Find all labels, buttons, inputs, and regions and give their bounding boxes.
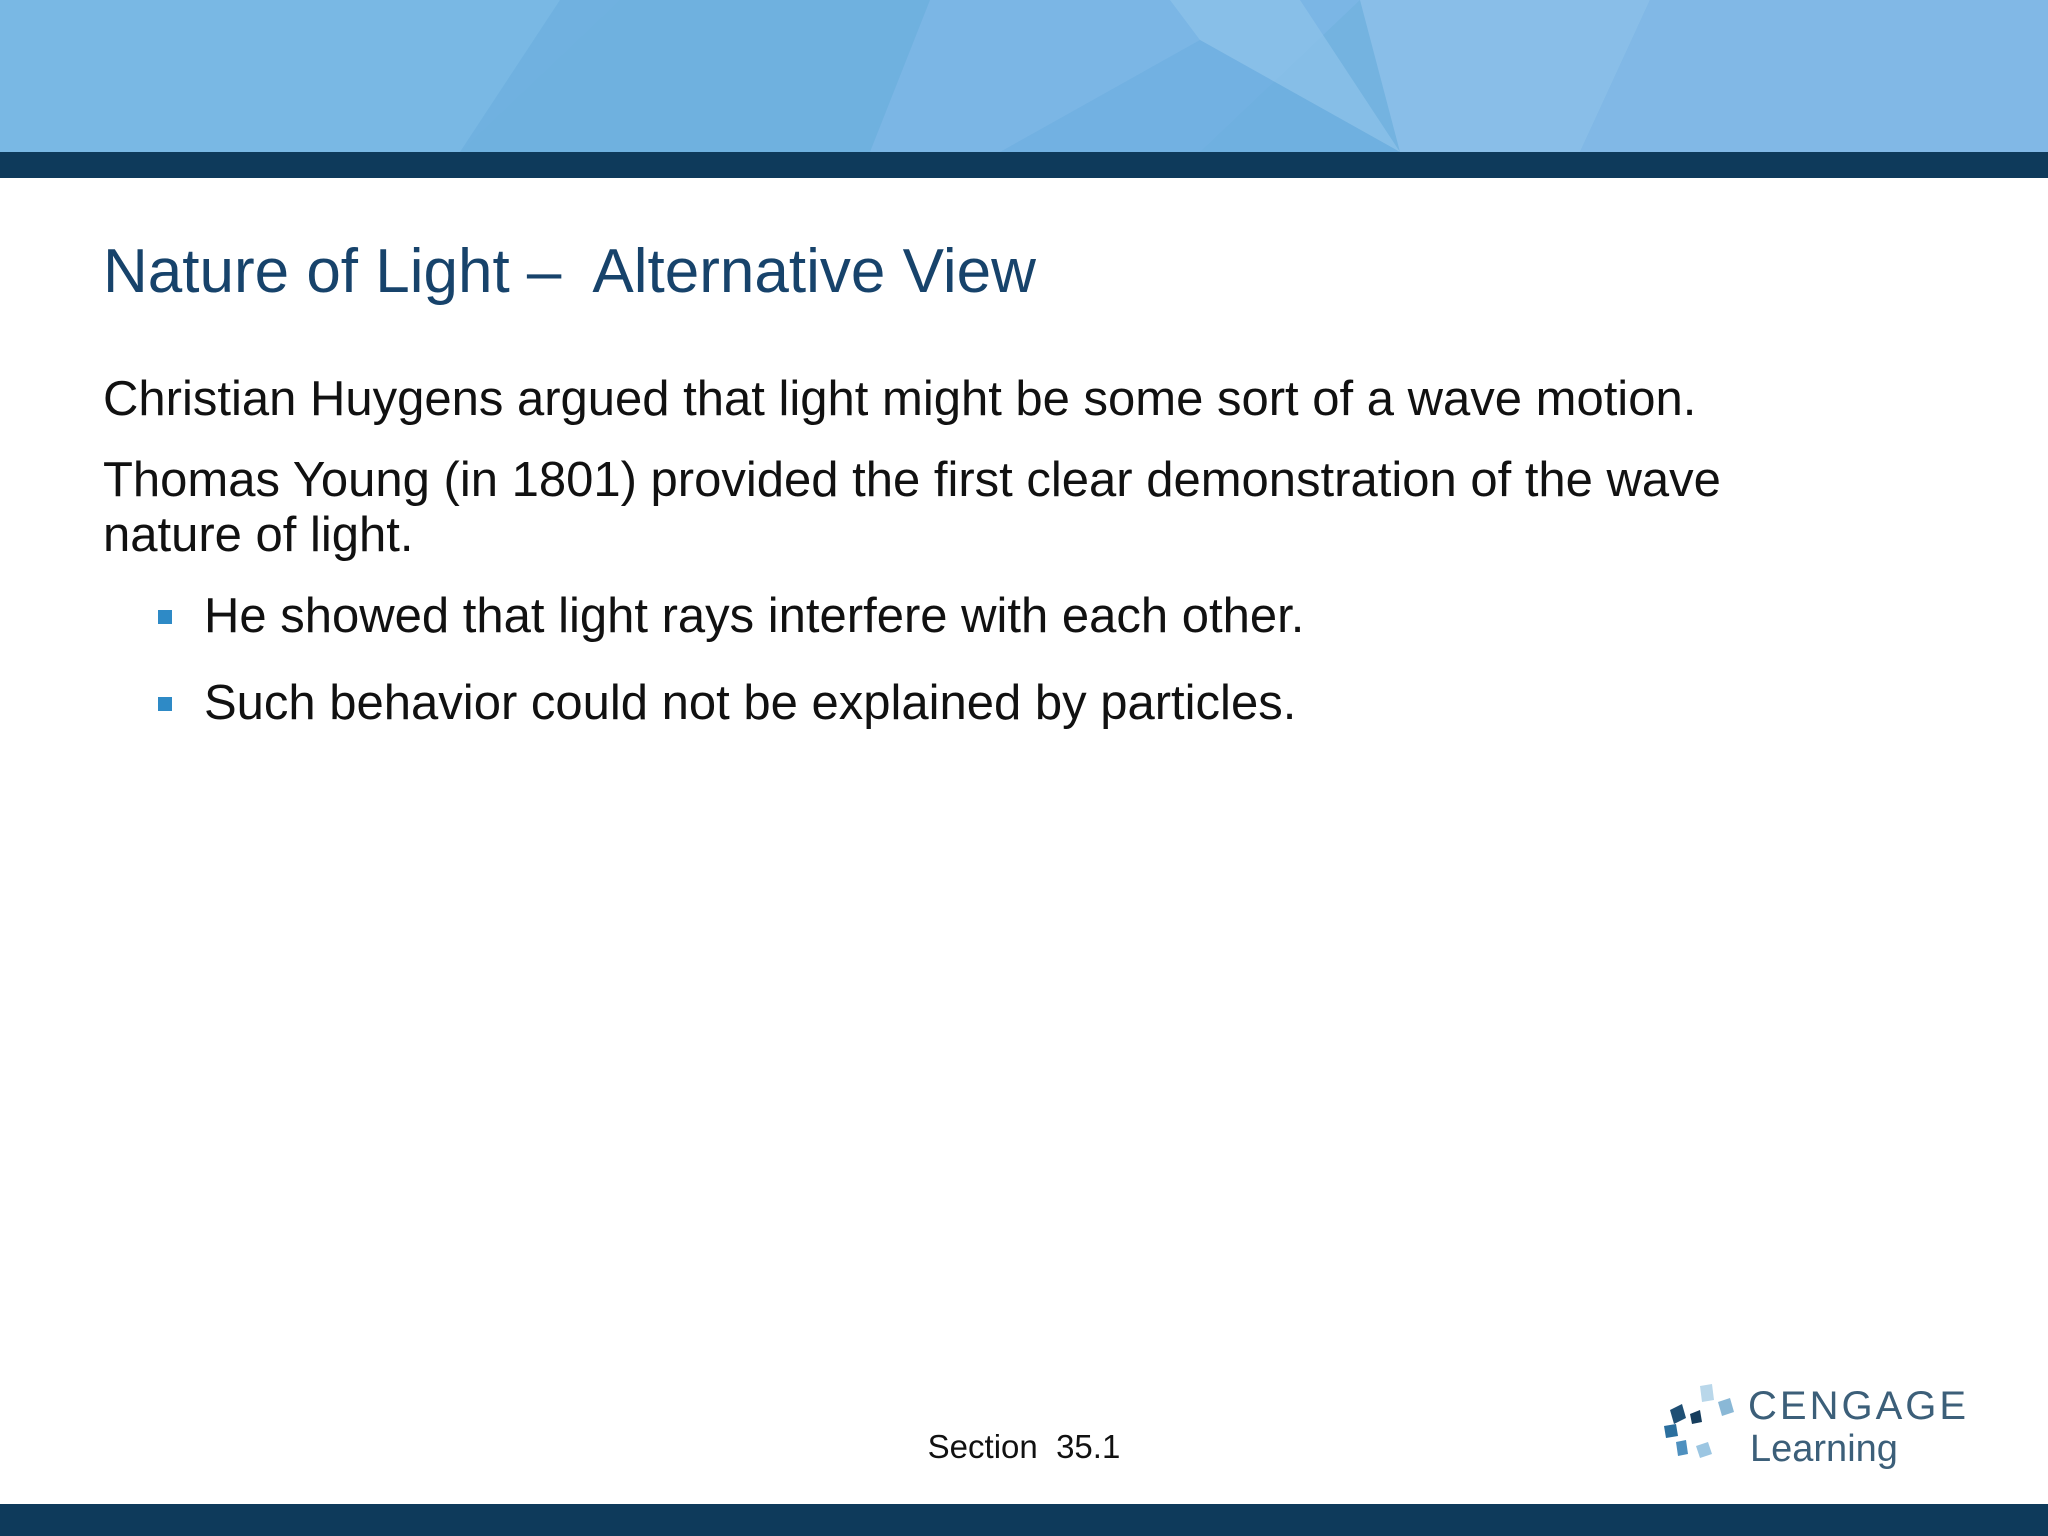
square-bullet-icon <box>158 697 172 711</box>
logo-text-cengage: CENGAGE <box>1748 1384 1970 1428</box>
bullet-item <box>103 676 1843 731</box>
bullet-text: Such behavior could not be explained by particles. <box>204 675 1297 730</box>
logo-text-learning: Learning <box>1750 1428 1898 1470</box>
cengage-logo-mark-icon <box>1660 1380 1750 1476</box>
bullet-text: He showed that light rays interfere with each other. <box>204 588 1305 643</box>
bullet-list <box>103 589 1843 731</box>
header-banner <box>0 0 2048 152</box>
paragraph-young: Thomas Young (in 1801) provided the first clear demonstration of the wave nature of light. <box>103 452 1721 562</box>
header-banner-pattern <box>0 0 2048 152</box>
square-bullet-icon <box>158 610 172 624</box>
bullet-item <box>103 589 1843 644</box>
cengage-logo <box>1660 1380 1970 1476</box>
slide-title: Nature of Light – Alternative View <box>103 237 1036 306</box>
slide-body <box>103 372 1843 762</box>
footer-rule <box>0 1504 2048 1536</box>
section-label: Section 35.1 <box>927 1428 1121 1465</box>
paragraph-huygens: Christian Huygens argued that light might be some sort of a wave motion. <box>103 372 1697 426</box>
header-rule <box>0 152 2048 178</box>
